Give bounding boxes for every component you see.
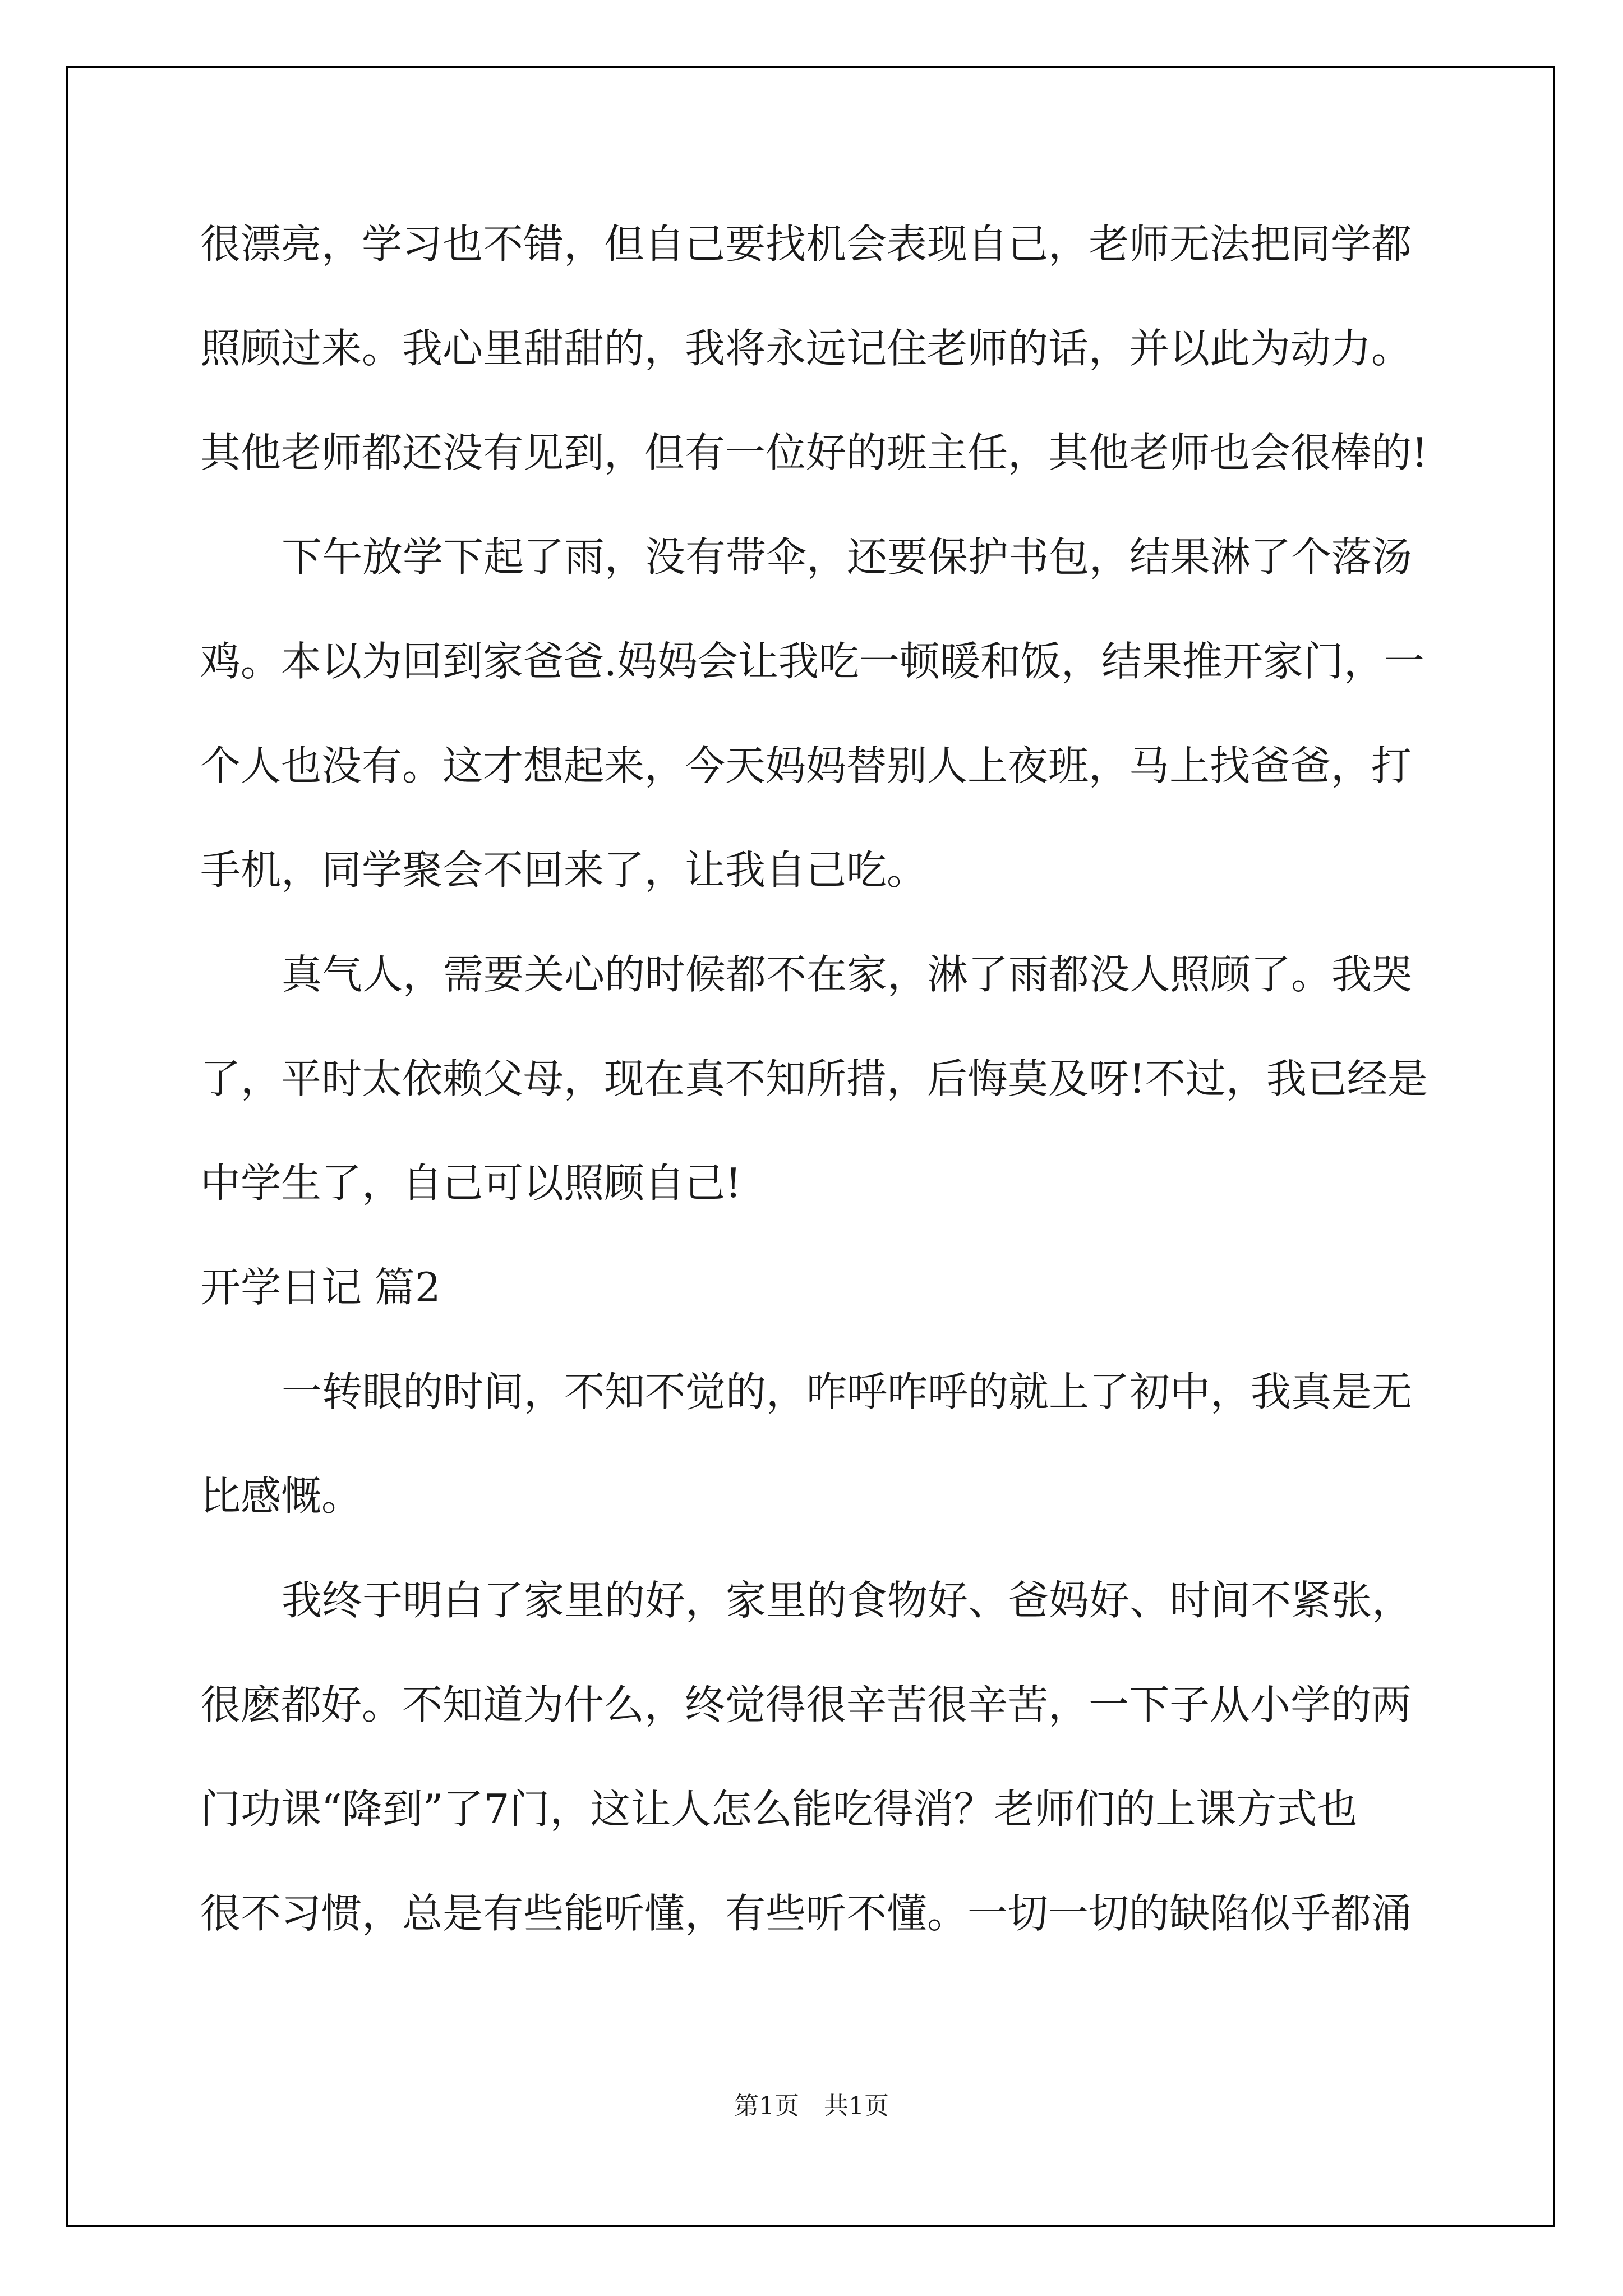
text-line: 个人也没有。这才想起来，今天妈妈替别人上夜班，马上找爸爸，打 xyxy=(200,742,1412,789)
page-number-footer: 第1页 共1页 xyxy=(734,2092,889,2120)
text-line: 照顾过来。我心里甜甜的，我将永远记住老师的话，并以此为动力。 xyxy=(200,325,1412,372)
paragraph-first-line: 下午放学下起了雨，没有带伞，还要保护书包，结果淋了个落汤 xyxy=(282,533,1413,581)
paragraph-first-line: 一转眼的时间，不知不觉的，咋呼咋呼的就上了初中，我真是无 xyxy=(282,1368,1413,1415)
text-line: 了，平时太依赖父母，现在真不知所措，后悔莫及呀!不过，我已经是 xyxy=(200,1055,1428,1102)
text-line: 比感慨。 xyxy=(200,1473,362,1520)
text-line: 手机，同学聚会不回来了，让我自己吃。 xyxy=(200,846,928,894)
text-line: 鸡。本以为回到家爸爸.妈妈会让我吃一顿暖和饭，结果推开家门，一 xyxy=(200,638,1424,685)
paragraph-first-line: 我终于明白了家里的好，家里的食物好、爸妈好、时间不紧张， xyxy=(282,1577,1413,1624)
text-line: 很麽都好。不知道为什么，终觉得很辛苦很辛苦，一下子从小学的两 xyxy=(200,1681,1412,1728)
section-heading: 开学日记 篇2 xyxy=(200,1264,441,1311)
text-line: 很不习惯，总是有些能听懂，有些听不懂。一切一切的缺陷似乎都涌 xyxy=(200,1890,1412,1937)
text-line: 很漂亮，学习也不错，但自己要找机会表现自己，老师无法把同学都 xyxy=(200,220,1412,268)
text-line: 门功课“降到”了7门，这让人怎么能吃得消？老师们的上课方式也 xyxy=(200,1786,1358,1833)
paragraph-first-line: 真气人，需要关心的时候都不在家，淋了雨都没人照顾了。我哭 xyxy=(282,951,1413,998)
text-line: 其他老师都还没有见到，但有一位好的班主任，其他老师也会很棒的! xyxy=(200,429,1428,476)
text-line: 中学生了，自己可以照顾自己! xyxy=(200,1159,741,1207)
